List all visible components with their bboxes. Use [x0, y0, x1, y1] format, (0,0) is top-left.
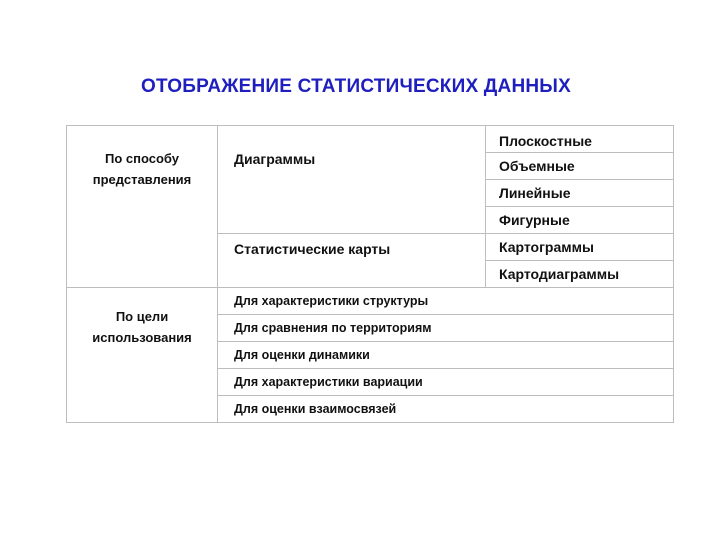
purpose-cell: Для сравнения по территориям: [218, 315, 674, 342]
purpose-cell: Для оценки взаимосвязей: [218, 396, 674, 423]
category-maps: Статистические карты: [218, 234, 486, 288]
table-row: [67, 126, 674, 153]
group-label-line1: По цели: [115, 309, 169, 324]
purpose-cell: Для оценки динамики: [218, 342, 674, 369]
subtype-cell: Картодиаграммы: [486, 261, 674, 288]
group-cell-representation: [67, 126, 218, 288]
purpose-cell: Для характеристики вариации: [218, 369, 674, 396]
subtype-cell: Линейные: [486, 180, 674, 207]
classification-table: [66, 125, 674, 423]
group-cell-purpose: [67, 288, 218, 423]
category-diagrams: Диаграммы: [218, 126, 486, 234]
purpose-cell: Для характеристики структуры: [218, 288, 674, 315]
group-label-line1: По способу: [104, 151, 179, 166]
group-label-line2: использования: [92, 330, 192, 345]
subtype-cell: Фигурные: [486, 207, 674, 234]
table-row: [67, 288, 674, 315]
subtype-cell: Картограммы: [486, 234, 674, 261]
page-title: ОТОБРАЖЕНИЕ СТАТИСТИЧЕСКИХ ДАННЫХ: [141, 76, 571, 97]
group-label-line2: представления: [92, 172, 192, 187]
subtype-cell: Объемные: [486, 153, 674, 180]
subtype-cell: Плоскостные: [486, 126, 674, 153]
